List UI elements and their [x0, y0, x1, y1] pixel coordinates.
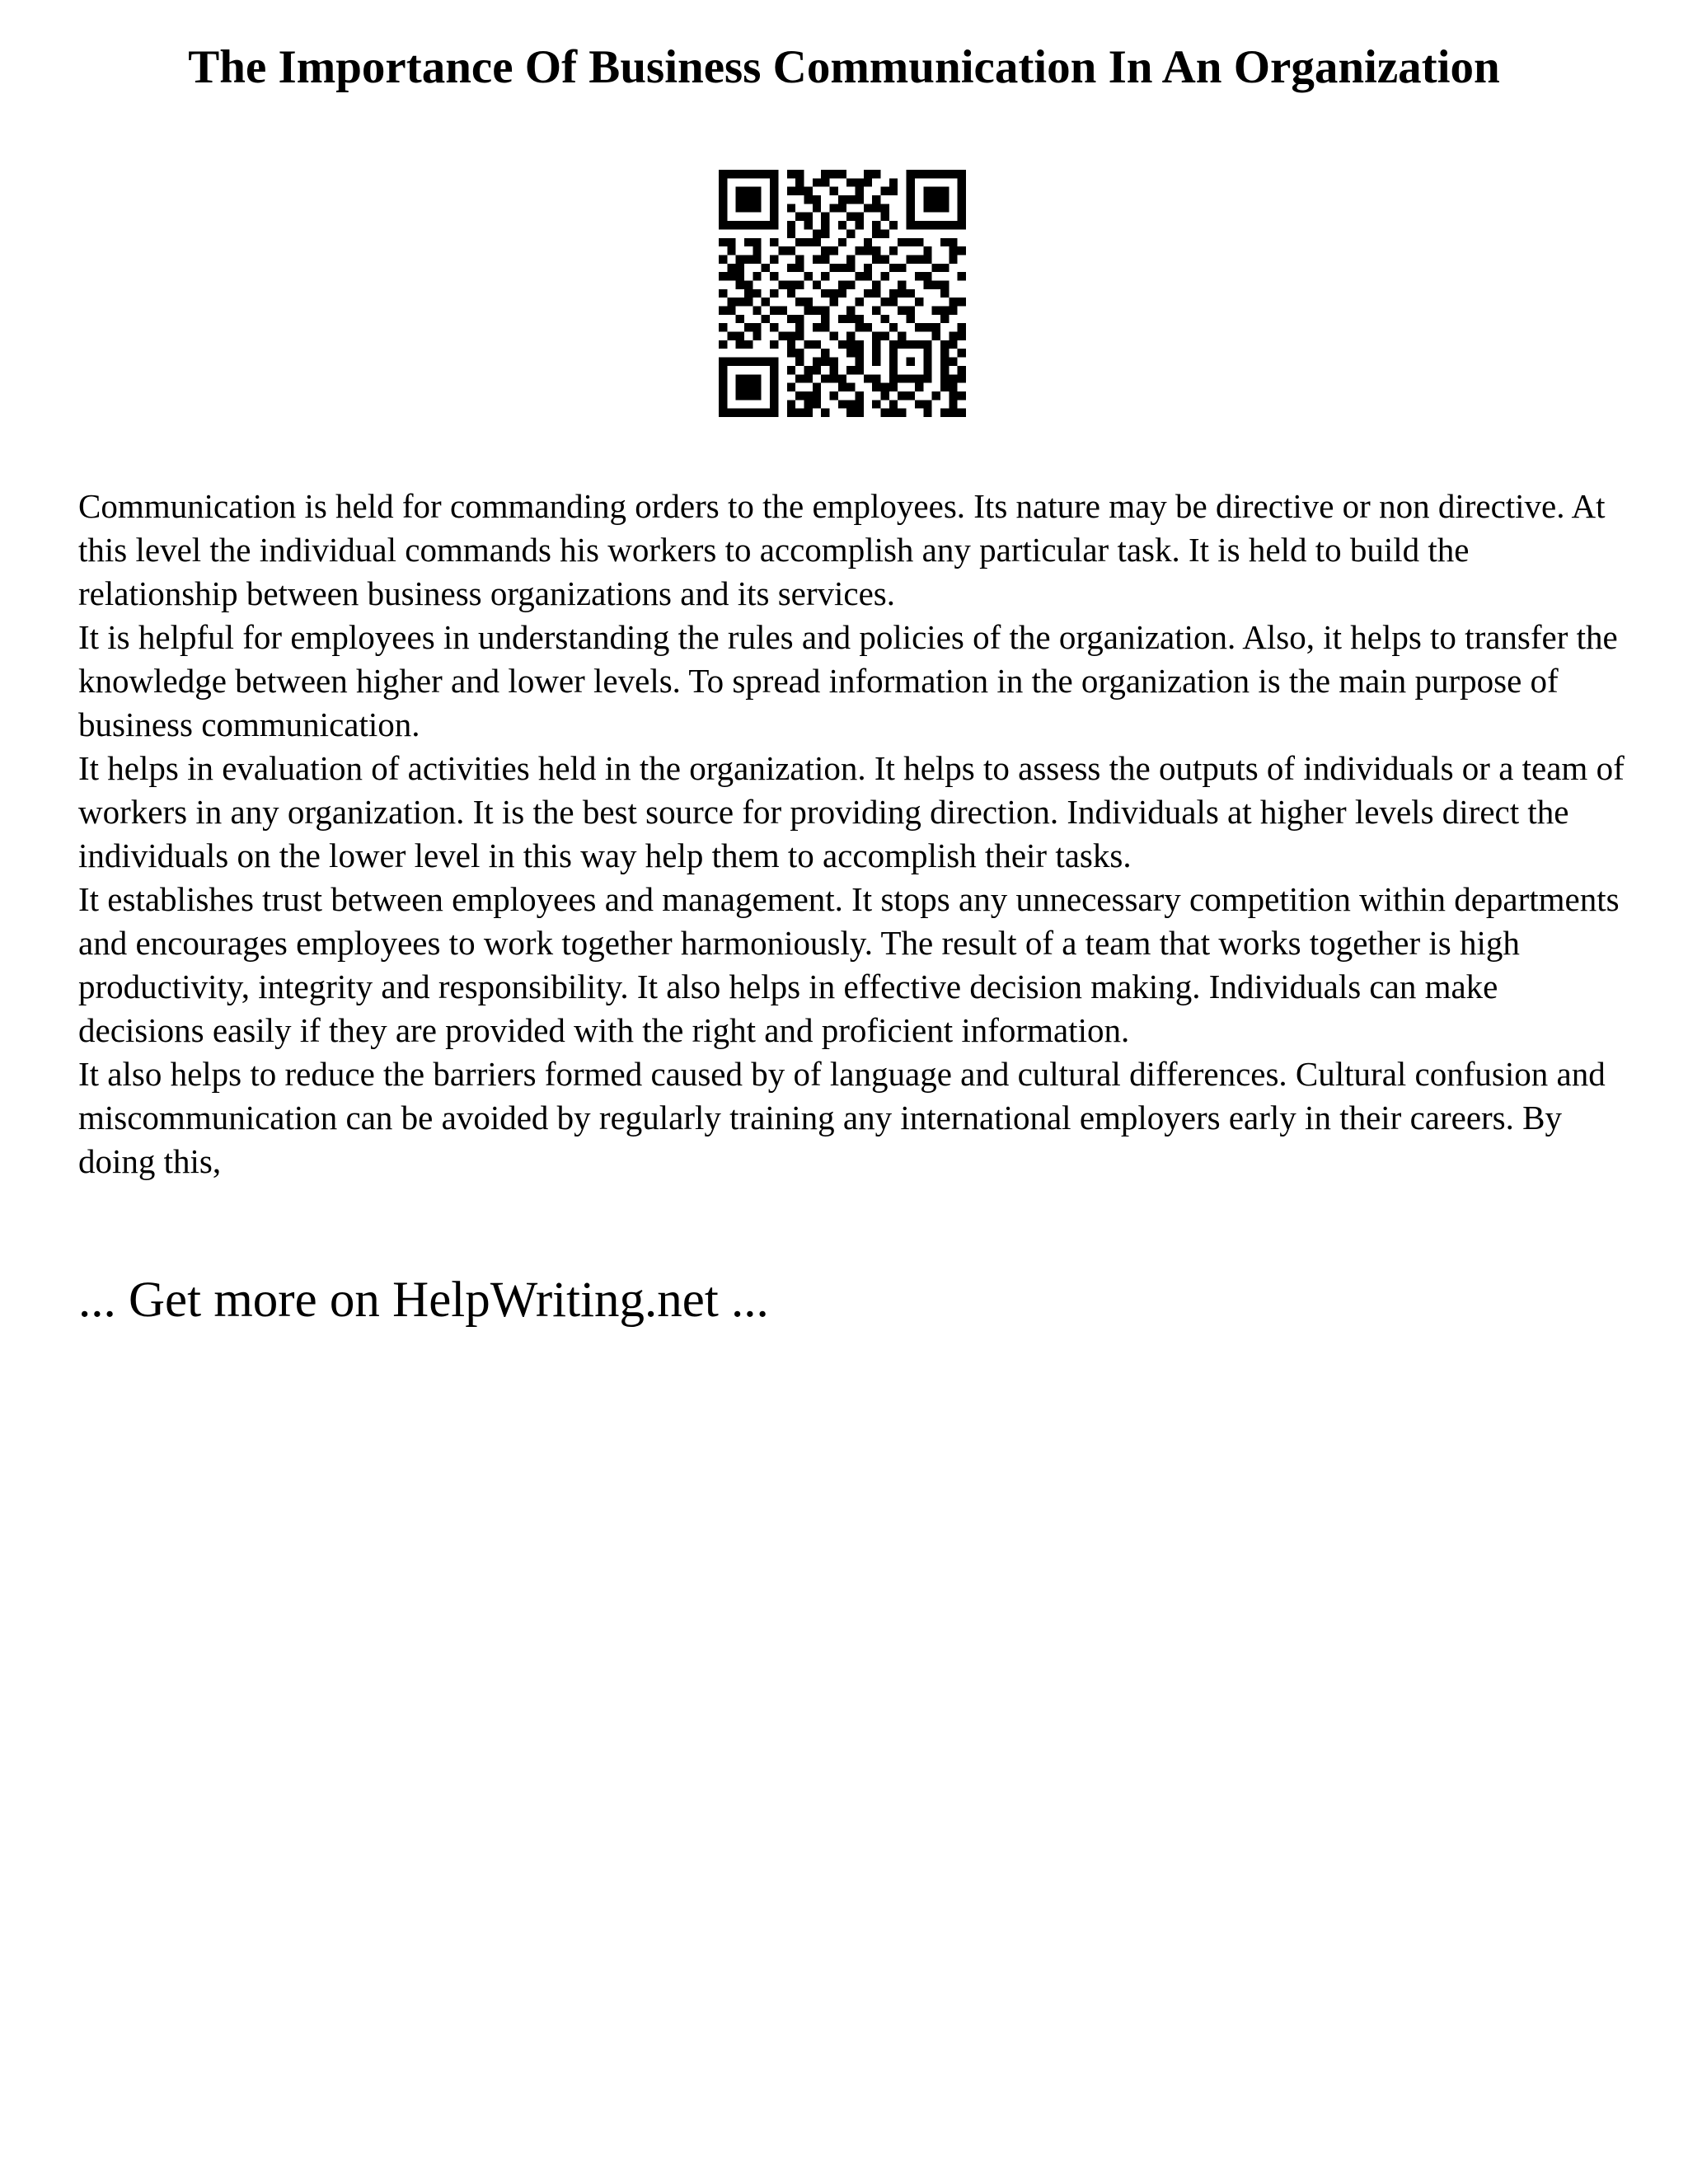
paragraph: It helps in evaluation of activities held in the organization. It helps to assess the outputs of individuals or a team of workers in any organization. It is the best source for providing direction. Individuals at higher levels direct the individuals on the lower level in this way help them to accomplish their tasks. [78, 749, 1625, 874]
qr-code-icon [719, 170, 966, 417]
paragraph: It establishes trust between employees and management. It stops any unnecessary competition within departments and encourages employees to work together harmoniously. The result of a team that works together is high productivity, integrity and responsibility. It also helps in effective decision making. Individuals can make decisions easily if they are provided with the right and proficient information. [78, 880, 1620, 1049]
paragraph: Communication is held for commanding orders to the employees. Its nature may be directive or non directive. At this level the individual commands his workers to accomplish any particular task. It is held to build the relationship between business organizations and its services. [78, 487, 1606, 612]
page-title: The Importance Of Business Communication In An Organization [188, 41, 1500, 93]
paragraph: It is helpful for employees in understanding the rules and policies of the organization. Also, it helps to transfer the knowledge between higher and lower levels. To spread information in the organization is the main purpose of business communication. [78, 618, 1618, 743]
paragraph: It also helps to reduce the barriers formed caused by of language and cultural differences. Cultural confusion and miscommunication can be avoided by regularly training any international employers early in their careers. By doing this, [78, 1055, 1606, 1180]
article-body [78, 485, 1628, 1183]
get-more-link[interactable]: ... Get more on HelpWriting.net ... [78, 1272, 769, 1328]
